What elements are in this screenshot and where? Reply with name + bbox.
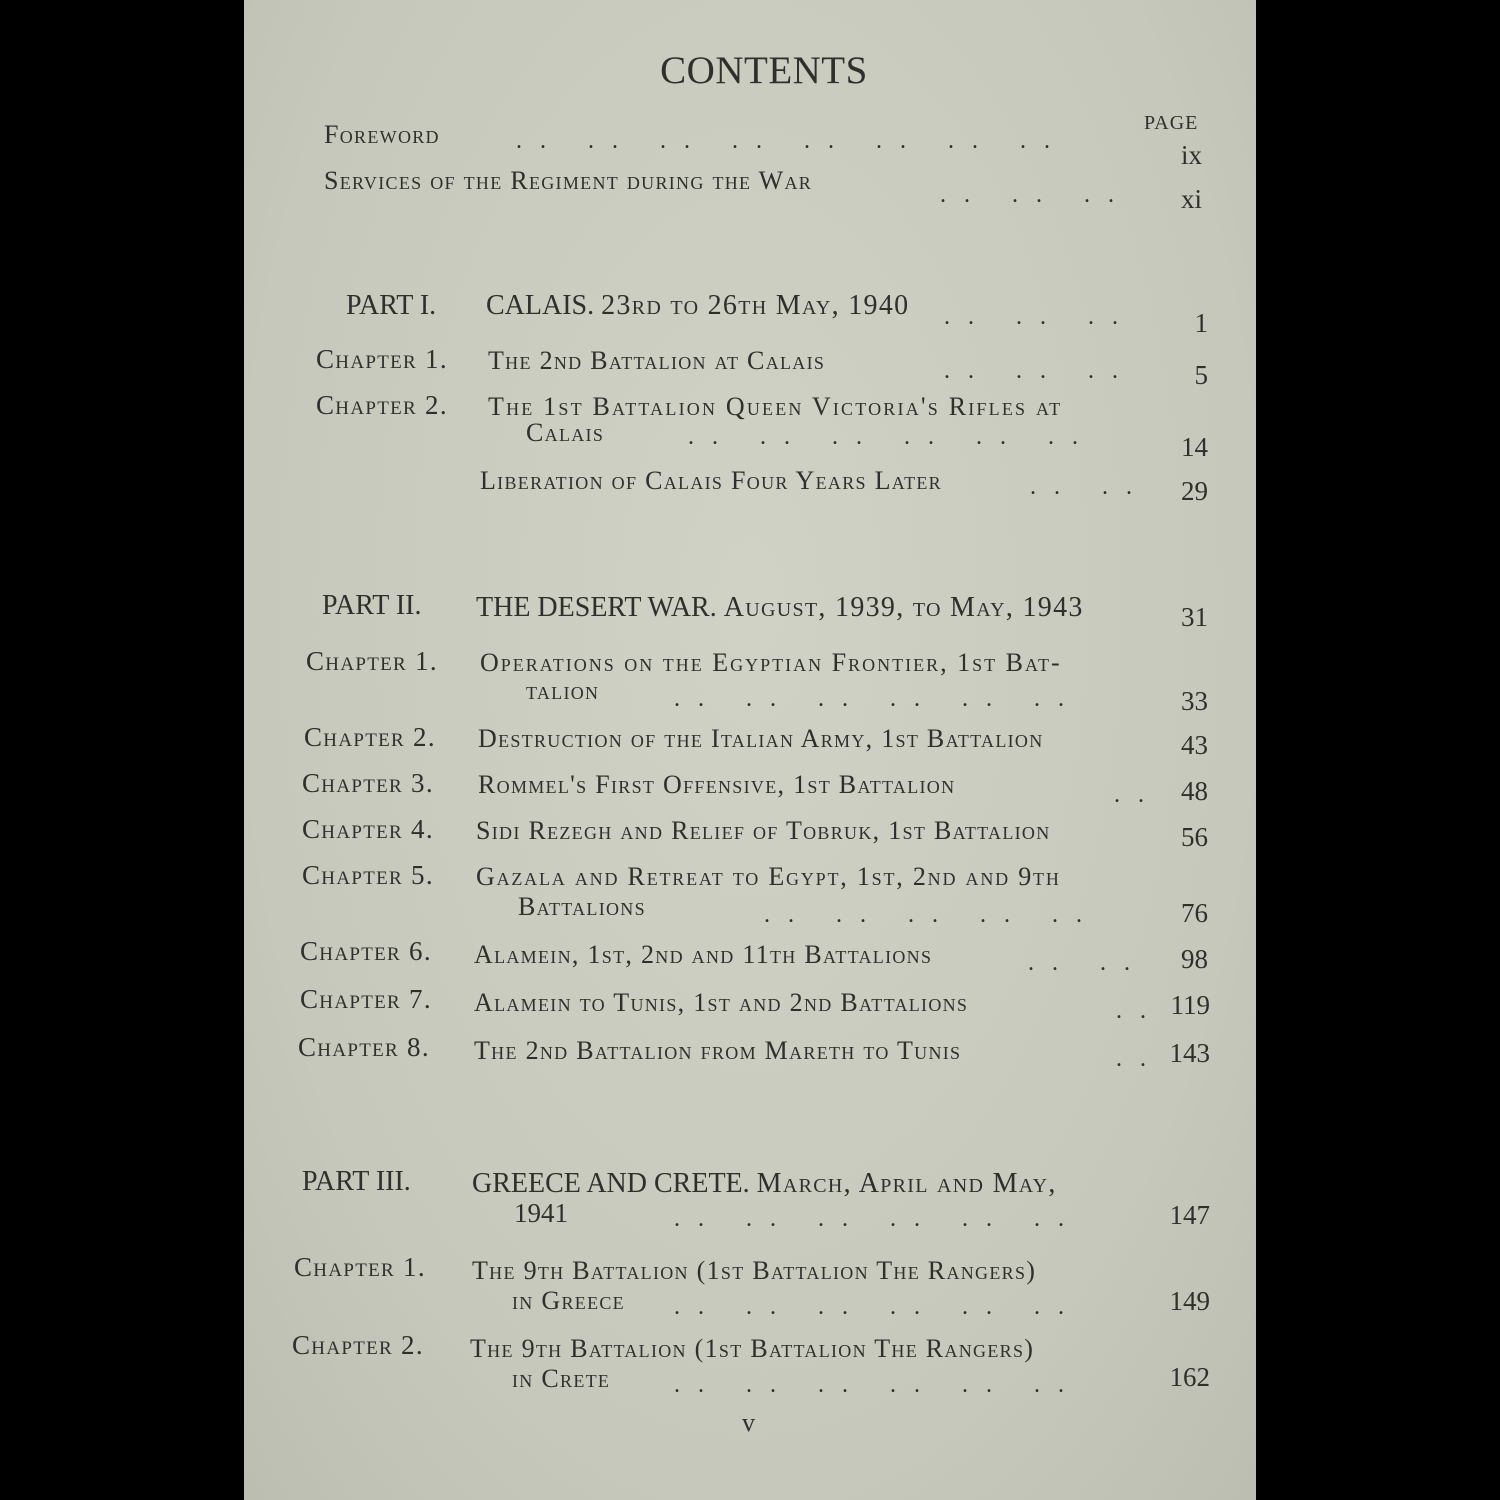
chapter-title: Sidi Rezegh and Relief of Tobruk, 1st Battalion [476,816,1051,845]
page-number: 5 [1194,360,1208,390]
chapter-label: Chapter 5. [302,860,434,890]
page-number: 33 [1181,686,1208,716]
chapter-title-cont: talion [526,676,600,705]
chapter-label: Chapter 8. [298,1032,430,1062]
leader-dots: . . . . . . [944,358,1124,384]
page-number: 14 [1181,432,1208,462]
part-title: GREECE AND CRETE. March, April and May, [472,1168,1057,1199]
part-label: PART I. [346,290,437,321]
leader-dots: . . [1116,1046,1152,1072]
leader-dots: . . . . . . . . . . . . [674,1372,1070,1398]
page-number: 162 [1169,1362,1210,1392]
chapter-title: The 2nd Battalion from Mareth to Tunis [474,1036,962,1065]
chapter-title: Alamein, 1st, 2nd and 11th Battalions [474,940,933,969]
leader-dots: . . . . . . . . . . . . [688,424,1084,450]
leader-dots: . . . . . . . . . . [764,902,1088,928]
chapter-label: Chapter 2. [304,722,436,752]
chapter-title: Gazala and Retreat to Egypt, 1st, 2nd and 9th [476,862,1061,891]
toc-entry-foreword: Foreword [324,120,440,149]
chapter-title: The 1st Battalion Queen Victoria's Rifles at [488,392,1063,421]
page-number: 76 [1181,898,1208,928]
chapter-label: Chapter 7. [300,984,432,1014]
chapter-title-cont: in Greece [512,1286,625,1315]
leader-dots: . . . . [1028,950,1136,976]
page-number: 1 [1194,308,1208,338]
page-number: 147 [1169,1200,1210,1230]
chapter-label: Chapter 1. [316,344,448,374]
part-label: PART III. [302,1166,411,1197]
leader-dots: . . . . . . . . . . . . [674,1206,1070,1232]
page-number: 43 [1181,730,1208,760]
leader-dots: . . . . . . . . . . . . [674,1294,1070,1320]
part-label: PART II. [322,590,422,621]
chapter-title: The 9th Battalion (1st Battalion The Rangers) [472,1256,1037,1285]
chapter-label: Chapter 4. [302,814,434,844]
page-number: 29 [1181,476,1208,506]
page-number: 149 [1169,1286,1210,1316]
toc-entry-services: Services of the Regiment during the War [324,166,813,195]
page-number: xi [1180,184,1202,214]
chapter-title: Destruction of the Italian Army, 1st Battalion [478,724,1044,753]
part-title: CALAIS. 23rd to 26th May, 1940 [486,290,910,321]
leader-dots: . . . . [1030,474,1138,500]
leader-dots: . . . . . . . . . . . . [674,686,1070,712]
chapter-title: The 9th Battalion (1st Battalion The Rangers) [470,1334,1035,1363]
leader-dots: . . . . . . [944,304,1124,330]
chapter-title: Alamein to Tunis, 1st and 2nd Battalions [474,988,969,1017]
contents-heading: CONTENTS [660,49,868,92]
page-number: 98 [1181,944,1208,974]
chapter-label: Chapter 1. [306,646,438,676]
part-subtitle-cont: 1941 [514,1198,568,1228]
chapter-label: Chapter 3. [302,768,434,798]
page-number: 48 [1181,776,1208,806]
leader-dots: . . . . . . . . . . . . . . . . [516,128,1056,154]
page-number: 31 [1181,602,1208,632]
chapter-label: Chapter 2. [292,1330,424,1360]
part-title: THE DESERT WAR. August, 1939, to May, 1943 [476,592,1084,623]
page-folio: v [742,1408,755,1437]
chapter-label: Chapter 6. [300,936,432,966]
page-column-label: PAGE [1144,112,1199,134]
chapter-label: Chapter 1. [294,1252,426,1282]
chapter-title: The 2nd Battalion at Calais [488,346,826,375]
leader-dots: . . . . . . [940,182,1120,208]
book-page [244,0,1256,1500]
leader-dots: . . [1116,998,1152,1024]
chapter-title-cont: in Crete [512,1364,611,1393]
page-number: 56 [1181,822,1208,852]
chapter-label: Chapter 2. [316,390,448,420]
page-number: 119 [1170,990,1210,1020]
chapter-title: Operations on the Egyptian Frontier, 1st Bat- [480,648,1062,677]
chapter-title-cont: Battalions [518,892,646,921]
leader-dots: . . [1114,782,1150,808]
chapter-title: Rommel's First Offensive, 1st Battalion [478,770,956,799]
chapter-title-cont: Calais [526,418,605,447]
chapter-title: Liberation of Calais Four Years Later [480,466,942,495]
page-number: ix [1180,140,1202,170]
page-number: 143 [1169,1038,1210,1068]
